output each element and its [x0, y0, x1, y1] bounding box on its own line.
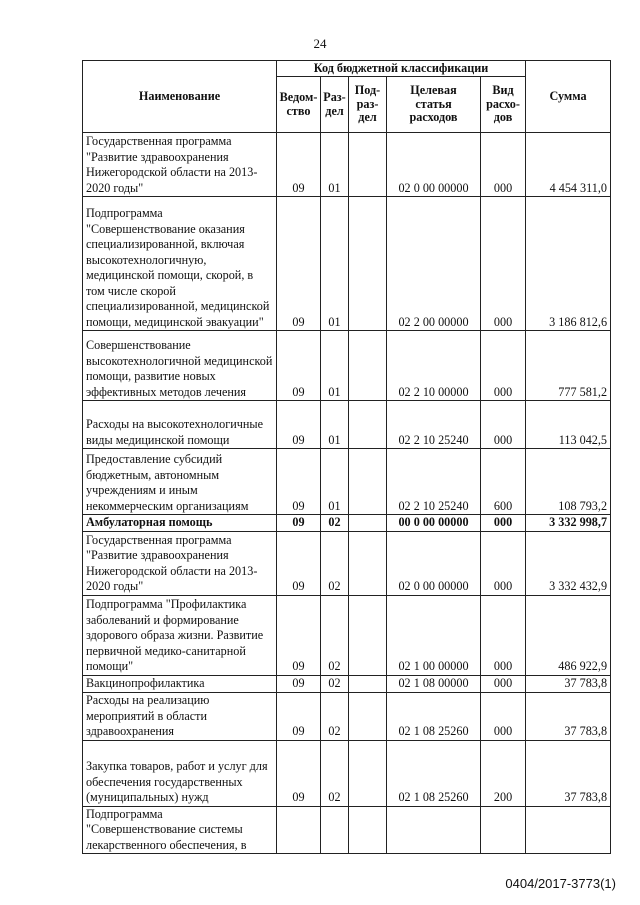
row-vedomstvo-cell: 09	[277, 197, 321, 331]
row-podrazdel-cell	[349, 133, 387, 197]
row-vedomstvo-cell: 09	[277, 740, 321, 806]
header-podrazdel: Под- раз- дел	[349, 77, 387, 133]
table-row	[83, 595, 611, 675]
row-vedomstvo-cell: 09	[277, 675, 321, 692]
row-expense-type-cell: 000	[481, 692, 526, 740]
row-sum-cell: 37 783,8	[526, 675, 611, 692]
row-vedomstvo-cell: 09	[277, 331, 321, 401]
row-podrazdel-cell	[349, 675, 387, 692]
row-razdel-cell: 01	[321, 449, 349, 515]
table-row	[83, 692, 611, 740]
header-razdel: Раз- дел	[321, 77, 349, 133]
table-row	[83, 401, 611, 449]
row-expense-type-cell: 000	[481, 531, 526, 595]
row-razdel-cell: 01	[321, 401, 349, 449]
row-expense-type-cell: 000	[481, 675, 526, 692]
document-code: 0404/2017-3773(1)	[505, 876, 616, 891]
row-target-article-cell: 02 2 10 25240	[387, 449, 481, 515]
row-target-article-cell: 02 1 08 00000	[387, 675, 481, 692]
row-name-cell: Вакцинопрофилактика	[83, 675, 277, 692]
table-row	[83, 531, 611, 595]
row-name-cell: Амбулаторная помощь	[83, 515, 277, 532]
row-target-article-cell: 02 1 08 25260	[387, 740, 481, 806]
row-sum-cell: 108 793,2	[526, 449, 611, 515]
row-podrazdel-cell	[349, 531, 387, 595]
row-razdel-cell: 02	[321, 740, 349, 806]
row-sum-cell: 37 783,8	[526, 740, 611, 806]
row-name-cell: Подпрограмма "Профилактика заболеваний и формирование здорового образа жизни. Развитие первичной медико-санитарной помощи"	[83, 595, 277, 675]
row-vedomstvo-cell	[277, 806, 321, 854]
header-vedomstvo: Ведом- ство	[277, 77, 321, 133]
row-target-article-cell: 02 1 08 25260	[387, 692, 481, 740]
table-row	[83, 740, 611, 806]
row-name-cell: Подпрограмма "Совершенствование оказания специализированной, включая высокотехнологичную, медицинской помощи, скорой, в том числе скорой специализированной, медицинской помощи, медицинской эвакуации"	[83, 197, 277, 331]
header-expense-type: Вид расхо- дов	[481, 77, 526, 133]
row-name-cell: Совершенствование высокотехнологичной медицинской помощи, развитие новых эффективных методов лечения	[83, 331, 277, 401]
row-razdel-cell: 02	[321, 595, 349, 675]
row-sum-cell: 3 186 812,6	[526, 197, 611, 331]
row-expense-type-cell: 200	[481, 740, 526, 806]
header-sum: Сумма	[526, 61, 611, 133]
row-vedomstvo-cell: 09	[277, 595, 321, 675]
row-sum-cell: 3 332 998,7	[526, 515, 611, 532]
row-target-article-cell: 02 0 00 00000	[387, 531, 481, 595]
row-razdel-cell: 02	[321, 675, 349, 692]
row-vedomstvo-cell: 09	[277, 692, 321, 740]
row-expense-type-cell: 000	[481, 401, 526, 449]
row-name-cell: Предоставление субсидий бюджетным, автономным учреждениям и иным некоммерческим организациям	[83, 449, 277, 515]
table-row	[83, 675, 611, 692]
row-target-article-cell: 00 0 00 00000	[387, 515, 481, 532]
row-razdel-cell: 02	[321, 692, 349, 740]
row-sum-cell: 4 454 311,0	[526, 133, 611, 197]
row-target-article-cell: 02 2 10 00000	[387, 331, 481, 401]
row-name-cell: Расходы на высокотехнологичные виды медицинской помощи	[83, 401, 277, 449]
row-podrazdel-cell	[349, 331, 387, 401]
table-body	[83, 133, 611, 854]
header-budget-code-group: Код бюджетной классификации	[277, 61, 526, 77]
page-number: 24	[313, 36, 327, 51]
row-vedomstvo-cell: 09	[277, 515, 321, 532]
row-target-article-cell: 02 2 10 25240	[387, 401, 481, 449]
row-expense-type-cell: 000	[481, 133, 526, 197]
table-row	[83, 515, 611, 532]
row-podrazdel-cell	[349, 692, 387, 740]
row-expense-type-cell	[481, 806, 526, 854]
row-vedomstvo-cell: 09	[277, 401, 321, 449]
row-target-article-cell	[387, 806, 481, 854]
row-razdel-cell: 01	[321, 331, 349, 401]
table-row	[83, 133, 611, 197]
row-expense-type-cell: 000	[481, 197, 526, 331]
header-target-article: Целевая статья расходов	[387, 77, 481, 133]
row-name-cell: Подпрограмма "Совершенствование системы лекарственного обеспечения, в	[83, 806, 277, 854]
row-target-article-cell: 02 1 00 00000	[387, 595, 481, 675]
budget-table	[82, 60, 611, 854]
table-row	[83, 197, 611, 331]
row-sum-cell: 37 783,8	[526, 692, 611, 740]
row-podrazdel-cell	[349, 449, 387, 515]
row-podrazdel-cell	[349, 197, 387, 331]
row-sum-cell: 777 581,2	[526, 331, 611, 401]
row-vedomstvo-cell: 09	[277, 531, 321, 595]
row-vedomstvo-cell: 09	[277, 449, 321, 515]
row-razdel-cell: 01	[321, 197, 349, 331]
row-podrazdel-cell	[349, 401, 387, 449]
row-name-cell: Расходы на реализацию мероприятий в области здравоохранения	[83, 692, 277, 740]
row-podrazdel-cell	[349, 740, 387, 806]
row-sum-cell: 113 042,5	[526, 401, 611, 449]
row-razdel-cell	[321, 806, 349, 854]
row-razdel-cell: 02	[321, 515, 349, 532]
row-name-cell: Государственная программа "Развитие здравоохранения Нижегородской области на 2013-2020 годы"	[83, 531, 277, 595]
row-podrazdel-cell	[349, 806, 387, 854]
table-row	[83, 449, 611, 515]
row-name-cell: Закупка товаров, работ и услуг для обеспечения государственных (муниципальных) нужд	[83, 740, 277, 806]
row-name-cell: Государственная программа "Развитие здравоохранения Нижегородской области на 2013-2020 годы"	[83, 133, 277, 197]
row-razdel-cell: 02	[321, 531, 349, 595]
row-expense-type-cell: 600	[481, 449, 526, 515]
row-target-article-cell: 02 2 00 00000	[387, 197, 481, 331]
table-row	[83, 806, 611, 854]
row-razdel-cell: 01	[321, 133, 349, 197]
row-podrazdel-cell	[349, 595, 387, 675]
row-sum-cell	[526, 806, 611, 854]
row-sum-cell: 3 332 432,9	[526, 531, 611, 595]
row-expense-type-cell: 000	[481, 331, 526, 401]
row-expense-type-cell: 000	[481, 515, 526, 532]
header-name: Наименование	[83, 61, 277, 133]
row-target-article-cell: 02 0 00 00000	[387, 133, 481, 197]
row-podrazdel-cell	[349, 515, 387, 532]
table-row	[83, 331, 611, 401]
row-vedomstvo-cell: 09	[277, 133, 321, 197]
row-expense-type-cell: 000	[481, 595, 526, 675]
row-sum-cell: 486 922,9	[526, 595, 611, 675]
